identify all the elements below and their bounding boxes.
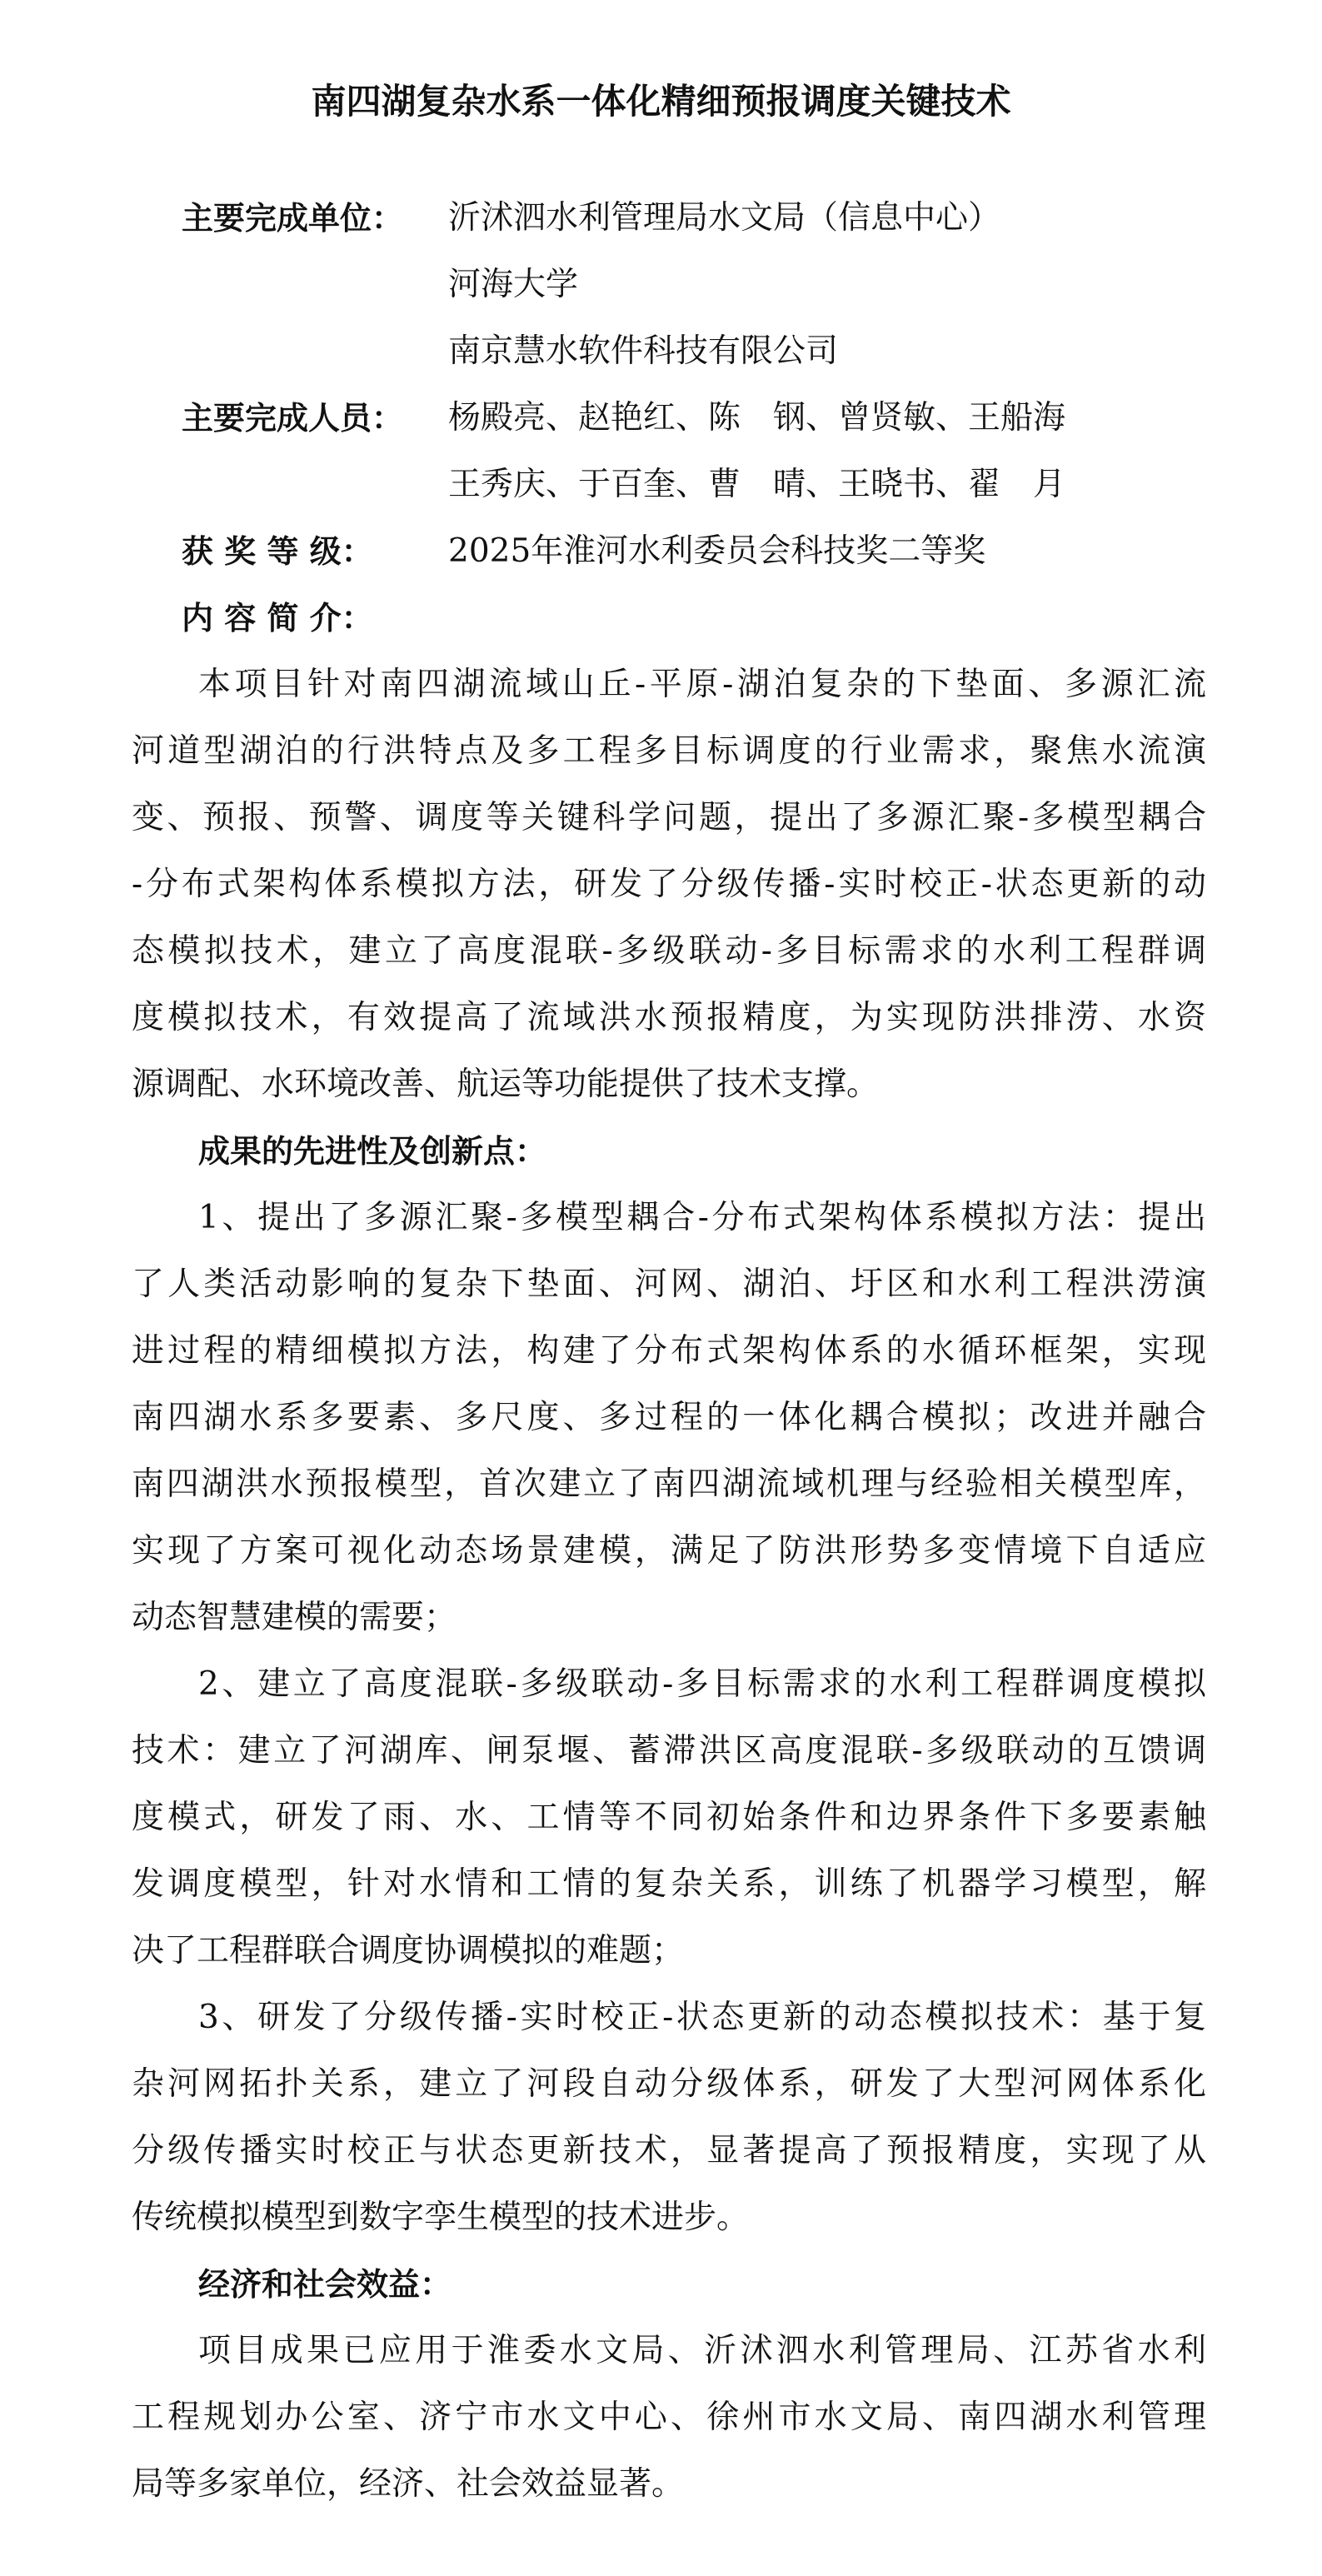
award-value: 2025年淮河水利委员会科技奖二等奖 xyxy=(448,532,986,570)
persons-row xyxy=(0,452,1322,518)
text-line: 实现了方案可视化动态场景建模，满足了防洪形势多变情境下自适应 xyxy=(132,1532,1206,1570)
unit-item: 沂沭泗水利管理局水文局（信息中心） xyxy=(448,199,1001,237)
text-line: 进过程的精细模拟方法，构建了分布式架构体系的水循环框架，实现 xyxy=(132,1332,1206,1370)
text-line: 发调度模型，针对水情和工情的复杂关系，训练了机器学习模型，解 xyxy=(132,1865,1206,1903)
text-line: 分级传播实时校正与状态更新技术，显著提高了预报精度，实现了从 xyxy=(132,2132,1206,2169)
text-line: 南四湖水系多要素、多尺度、多过程的一体化耦合模拟；改进并融合 xyxy=(132,1399,1206,1436)
innovation-3-paragraph xyxy=(132,1984,1206,2251)
units-label: 主要完成单位： xyxy=(182,200,404,237)
persons-row xyxy=(0,385,1322,452)
persons-line: 王秀庆、于百奎、曹 晴、王晓书、翟 月 xyxy=(448,466,1066,503)
award-row xyxy=(0,518,1322,585)
award-label: 获 奖 等 级： xyxy=(182,533,373,570)
benefit-heading: 经济和社会效益： xyxy=(198,2266,452,2303)
text-line: 度模式，研发了雨、水、工情等不同初始条件和边界条件下多要素触 xyxy=(132,1799,1206,1836)
persons-line: 杨殿亮、赵艳红、陈 钢、曾贤敏、王船海 xyxy=(448,399,1066,437)
text-line: 本项目针对南四湖流域山丘-平原-湖泊复杂的下垫面、多源汇流 xyxy=(198,666,1206,703)
text-line: 项目成果已应用于淮委水文局、沂沭泗水利管理局、江苏省水利 xyxy=(198,2332,1206,2369)
text-line: 源调配、水环境改善、航运等功能提供了技术支撑。 xyxy=(132,1066,880,1103)
unit-item: 河海大学 xyxy=(448,266,579,303)
text-line: 技术：建立了河湖库、闸泵堰、蓄滞洪区高度混联-多级联动的互馈调 xyxy=(132,1732,1206,1770)
text-line: 工程规划办公室、济宁市水文中心、徐州市水文局、南四湖水利管理 xyxy=(132,2399,1206,2436)
text-line: 了人类活动影响的复杂下垫面、河网、湖泊、圩区和水利工程洪涝演 xyxy=(132,1266,1206,1303)
intro-label: 内 容 简 介： xyxy=(182,600,373,637)
innovation-heading: 成果的先进性及创新点： xyxy=(198,1133,547,1170)
persons-label: 主要完成人员： xyxy=(182,400,404,437)
text-line: 3、研发了分级传播-实时校正-状态更新的动态模拟技术：基于复 xyxy=(198,1999,1206,2036)
intro-row xyxy=(0,585,1322,651)
innovation-2-paragraph xyxy=(132,1651,1206,1984)
intro-paragraph xyxy=(132,651,1206,1118)
text-line: 2、建立了高度混联-多级联动-多目标需求的水利工程群调度模拟 xyxy=(198,1665,1206,1703)
text-line: 决了工程群联合调度协调模拟的难题； xyxy=(132,1932,685,1969)
text-line: 度模拟技术，有效提高了流域洪水预报精度，为实现防洪排涝、水资 xyxy=(132,999,1206,1036)
text-line: 河道型湖泊的行洪特点及多工程多目标调度的行业需求，聚焦水流演 xyxy=(132,732,1206,770)
unit-item: 南京慧水软件科技有限公司 xyxy=(448,332,839,370)
text-line: 传统模拟模型到数字孪生模型的技术进步。 xyxy=(132,2199,750,2236)
text-line: 态模拟技术，建立了高度混联-多级联动-多目标需求的水利工程群调 xyxy=(132,932,1206,970)
units-row xyxy=(0,318,1322,385)
benefit-paragraph xyxy=(132,2318,1206,2518)
units-row xyxy=(0,185,1322,252)
document-title: 南四湖复杂水系一体化精细预报调度关键技术 xyxy=(311,81,1011,122)
text-line: 1、提出了多源汇聚-多模型耦合-分布式架构体系模拟方法：提出 xyxy=(198,1199,1206,1236)
units-row xyxy=(0,252,1322,318)
text-line: 局等多家单位，经济、社会效益显著。 xyxy=(132,2465,685,2503)
text-line: -分布式架构体系模拟方法，研发了分级传播-实时校正-状态更新的动 xyxy=(132,866,1206,903)
text-line: 杂河网拓扑关系，建立了河段自动分级体系，研发了大型河网体系化 xyxy=(132,2065,1206,2103)
text-line: 南四湖洪水预报模型，首次建立了南四湖流域机理与经验相关模型库， xyxy=(132,1465,1206,1503)
innovation-1-paragraph xyxy=(132,1185,1206,1651)
text-line: 动态智慧建模的需要； xyxy=(132,1599,457,1636)
text-line: 变、预报、预警、调度等关键科学问题，提出了多源汇聚-多模型耦合 xyxy=(132,799,1206,836)
